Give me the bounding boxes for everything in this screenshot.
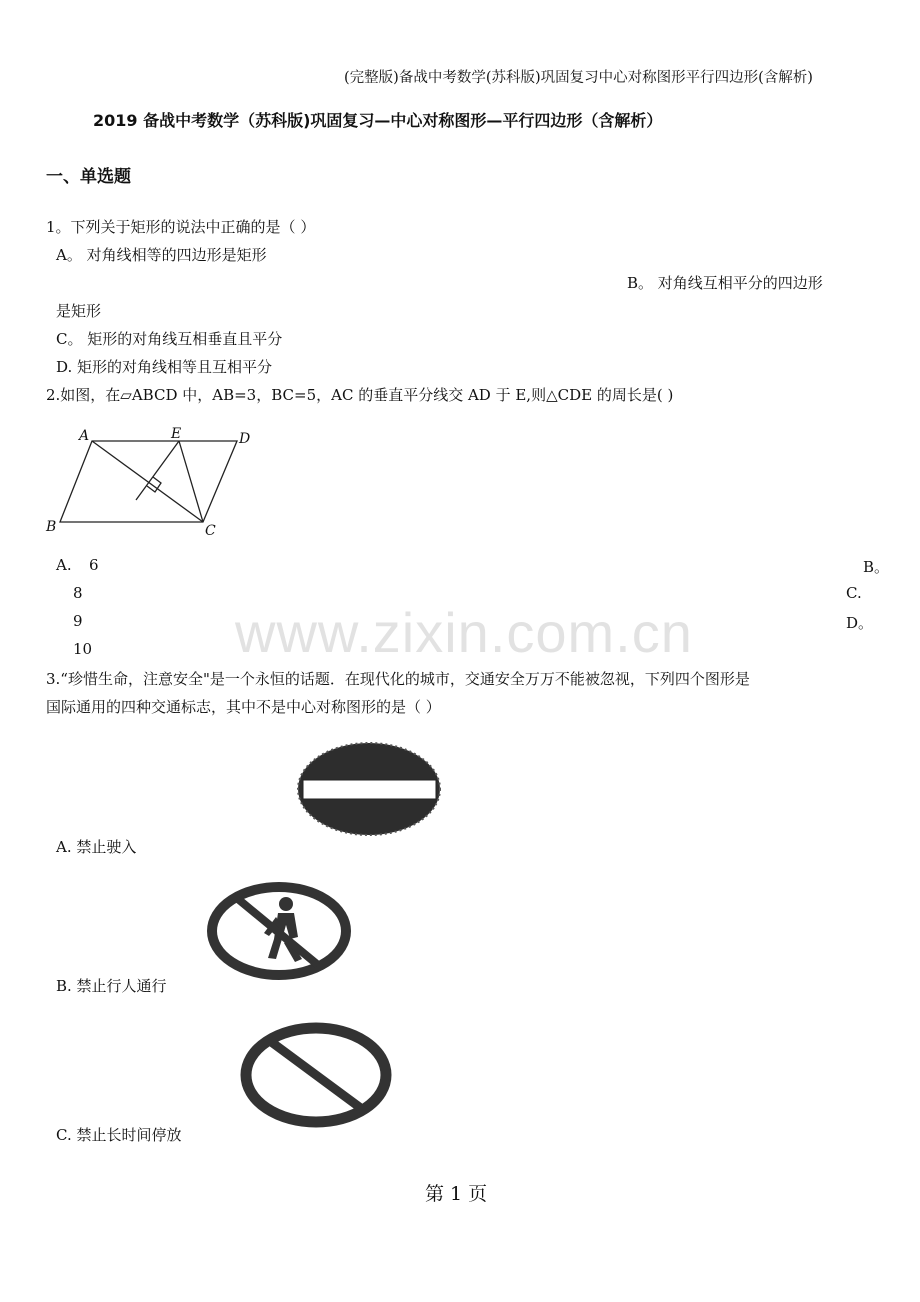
q2-option-a-letter: A. bbox=[56, 556, 72, 574]
no-pedestrians-sign-icon bbox=[206, 881, 352, 981]
q3-stem-line1: 3.“珍惜生命，注意安全"是一个永恒的话题．在现代化的城市，交通安全万万不能被忽视，下列四个图形是 bbox=[46, 670, 750, 688]
q2-option-d-value: 10 bbox=[73, 640, 93, 658]
perpendicular-bisector bbox=[136, 441, 179, 500]
q2-option-a-value: 6 bbox=[89, 556, 99, 574]
running-header: (完整版)备战中考数学(苏科版)巩固复习中心对称图形平行四边形(含解析) bbox=[344, 70, 813, 86]
no-entry-sign-icon bbox=[296, 741, 442, 837]
q3-option-a: A. 禁止驶入 bbox=[56, 838, 137, 856]
segment-ec bbox=[179, 441, 203, 522]
label-d: D bbox=[239, 431, 251, 447]
q1-option-d: D. 矩形的对角线相等且互相平分 bbox=[56, 358, 273, 376]
page-number: 第 1 页 bbox=[425, 1183, 488, 1205]
q2-option-c-value: 9 bbox=[73, 612, 83, 630]
q1-option-c: C。 矩形的对角线互相垂直且平分 bbox=[56, 330, 283, 348]
q2-option-b-letter: B。 bbox=[863, 558, 890, 576]
diagonal-ac bbox=[92, 441, 203, 522]
q3-option-b: B. 禁止行人通行 bbox=[56, 977, 167, 995]
q2-stem: 2.如图，在▱ABCD 中，AB=3，BC=5，AC 的垂直平分线交 AD 于 E,则△CDE 的周长是( ) bbox=[46, 386, 674, 404]
label-a: A bbox=[79, 428, 90, 444]
parallelogram-figure bbox=[40, 422, 270, 547]
section-heading: 一、单选题 bbox=[46, 167, 131, 187]
label-c: C bbox=[205, 523, 216, 539]
label-e: E bbox=[171, 426, 182, 442]
q1-option-b: B。 对角线互相平分的四边形 bbox=[627, 274, 823, 292]
document-title: 2019 备战中考数学（苏科版)巩固复习—中心对称图形—平行四边形（含解析） bbox=[93, 111, 663, 130]
q2-option-c-letter: C. bbox=[846, 584, 862, 602]
q3-option-c: C. 禁止长时间停放 bbox=[56, 1126, 182, 1144]
watermark: www.zixin.com.cn bbox=[235, 601, 693, 664]
q1-stem: 1。下列关于矩形的说法中正确的是（ ） bbox=[46, 218, 316, 236]
q2-option-d-letter: D。 bbox=[846, 614, 874, 632]
q1-option-b-continued: 是矩形 bbox=[56, 302, 102, 320]
q3-stem-line2: 国际通用的四种交通标志，其中不是中心对称图形的是（ ） bbox=[46, 698, 441, 716]
q1-option-a: A。 对角线相等的四边形是矩形 bbox=[56, 246, 267, 264]
no-parking-sign-icon bbox=[240, 1022, 392, 1128]
label-b: B bbox=[46, 519, 57, 535]
q2-option-b-value: 8 bbox=[73, 584, 83, 602]
